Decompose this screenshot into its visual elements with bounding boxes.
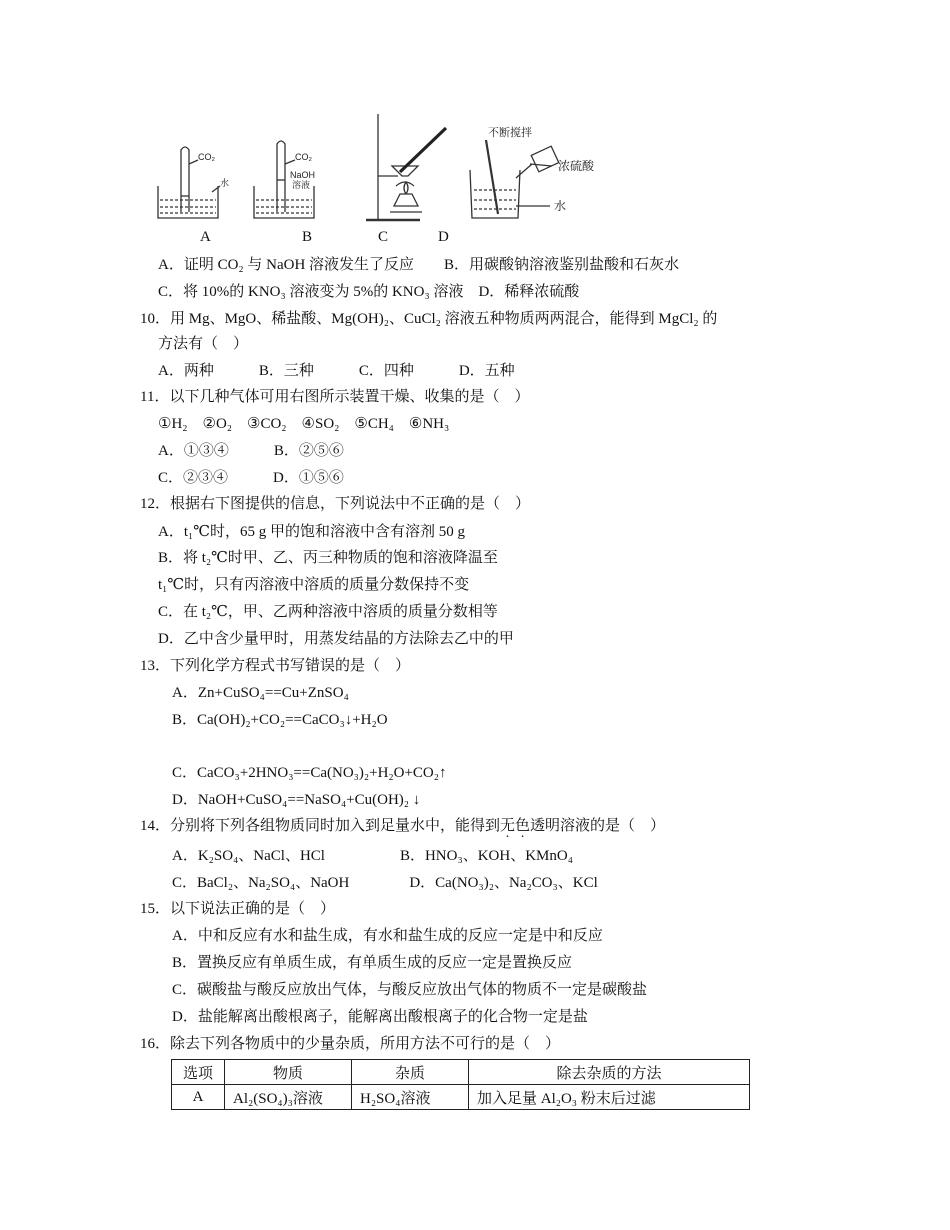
q13-stem: 13．下列化学方程式书写错误的是（ ）: [140, 658, 411, 674]
water-label-a: 水: [220, 178, 230, 188]
table-header-row: [172, 1060, 750, 1085]
q11-gas-list: ①H₂ ②O₂ ③CO₂ ④SO₂ ⑤CH₄ ⑥NH₃: [158, 416, 450, 432]
naoh-label-b: NaOH: [290, 170, 316, 180]
q11-options-cd: C．②③④ D．①⑤⑥: [158, 470, 344, 486]
figure-d-diagram: [470, 140, 559, 218]
q15-option-b: B．置换反应有单质生成，有单质生成的反应一定是置换反应: [172, 955, 573, 971]
q16-stem: 16．除去下列各物质中的少量杂质，所用方法不可行的是（ ）: [140, 1036, 561, 1052]
q14-stem-post: 透明溶液的是（ ）: [530, 818, 666, 834]
table-header: 物质: [225, 1060, 352, 1085]
q12-stem: 12．根据右下图提供的信息，下列说法中不正确的是（ ）: [140, 496, 531, 512]
conc-sulfuric-acid-label: 浓硫酸: [558, 159, 595, 173]
co2-label-b: CO₂: [295, 152, 312, 162]
q15-option-d: D．盐能解离出酸根离子，能解离出酸根离子的化合物一定是盐: [172, 1009, 588, 1025]
table-cell: 加入足量 Al₂O₃ 粉末后过滤: [469, 1085, 750, 1110]
figure-c-diagram: [366, 114, 446, 220]
experiment-figures: [150, 108, 610, 226]
co2-label-a: CO₂: [198, 152, 215, 162]
q15-option-a: A．中和反应有水和盐生成，有水和盐生成的反应一定是中和反应: [172, 928, 603, 944]
q13-option-d: D．NaOH+CuSO₄==NaSO₄+Cu(OH)₂ ↓: [172, 792, 421, 808]
q13-option-b: B．Ca(OH)₂+CO₂==CaCO₃↓+H₂O: [172, 712, 388, 728]
q12-option-d: D．乙中含少量甲时，用蒸发结晶的方法除去乙中的甲: [158, 631, 514, 647]
q12-option-c: C．在 t₂℃，甲、乙两种溶液中溶质的质量分数相等: [158, 604, 498, 620]
table-cell: Al₂(SO₄)₃溶液: [225, 1085, 352, 1110]
q9-options-ab: A．证明 CO₂ 与 NaOH 溶液发生了反应 B．用碳酸钠溶液鉴别盐酸和石灰水: [158, 257, 680, 273]
q10-stem-cont: 方法有（ ）: [158, 336, 249, 352]
table-header: 杂质: [352, 1060, 469, 1085]
q14-options-cd: C．BaCl₂、Na₂SO₄、NaOH D．Ca(NO₃)₂、Na₂CO₃、KCl: [172, 875, 598, 891]
table-header: 选项: [172, 1060, 225, 1085]
q14-emphasis-2: 色: [515, 818, 531, 834]
q10-options: A．两种 B．三种 C．四种 D．五种: [158, 363, 515, 379]
figure-label-a: A: [200, 229, 211, 245]
figure-label-b: B: [302, 229, 313, 245]
q15-option-c: C．碳酸盐与酸反应放出气体，与酸反应放出气体的物质不一定是碳酸盐: [172, 982, 648, 998]
impurity-table: [171, 1059, 750, 1110]
q13-option-c: C．CaCO₃+2HNO₃==Ca(NO₃)₂+H₂O+CO₂↑: [172, 765, 447, 781]
q14-options-ab: A．K₂SO₄、NaCl、HCl B．HNO₃、KOH、KMnO₄: [172, 848, 573, 864]
q11-stem: 11．以下几种气体可用右图所示装置干燥、收集的是（ ）: [140, 389, 530, 405]
naoh-solution-label-b: 溶液: [292, 180, 311, 190]
figure-label-c: C: [378, 229, 389, 245]
q12-option-b: B．将 t₂℃时甲、乙、丙三种物质的饱和溶液降温至: [158, 550, 498, 566]
table-cell: H₂SO₄溶液: [352, 1085, 469, 1110]
q14-stem-pre: 14．分别将下列各组物质同时加入到足量水中，能得到: [140, 818, 501, 834]
figure-label-d: D: [438, 229, 449, 245]
q13-option-a: A．Zn+CuSO₄==Cu+ZnSO₄: [172, 685, 349, 701]
q12-option-b-cont: t₁℃时，只有丙溶液中溶质的质量分数保持不变: [158, 577, 470, 593]
q14-stem: [140, 816, 665, 836]
water-label-d: 水: [554, 199, 567, 213]
q10-stem: 10．用 Mg、MgO、稀盐酸、Mg(OH)₂、CuCl₂ 溶液五种物质两两混合，能得到 MgCl₂ 的: [140, 311, 718, 327]
q14-emphasis-1: 无: [500, 818, 516, 834]
q12-option-a: A．t₁℃时，65 g 甲的饱和溶液中含有溶剂 50 g: [158, 524, 466, 540]
stirring-label: 不断搅拌: [488, 127, 532, 139]
q11-options-ab: A．①③④ B．②⑤⑥: [158, 443, 344, 459]
q9-options-cd: C．将 10%的 KNO₃ 溶液变为 5%的 KNO₃ 溶液 D．稀释浓硫酸: [158, 284, 580, 300]
table-header: 除去杂质的方法: [469, 1060, 750, 1085]
table-row: [172, 1085, 750, 1110]
table-cell: A: [172, 1085, 225, 1110]
q15-stem: 15．以下说法正确的是（ ）: [140, 901, 336, 917]
